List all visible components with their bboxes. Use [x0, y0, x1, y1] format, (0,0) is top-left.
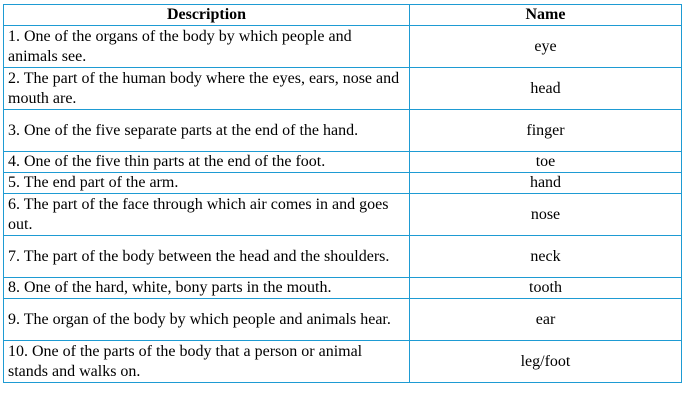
vocabulary-table [3, 4, 682, 383]
table-row [4, 341, 682, 383]
description-cell: 8. One of the hard, white, bony parts in the mouth. [4, 278, 410, 299]
table-row [4, 110, 682, 152]
description-cell: 5. The end part of the arm. [4, 173, 410, 194]
description-cell: 3. One of the five separate parts at the end of the hand. [4, 110, 410, 152]
description-cell: 10. One of the parts of the body that a person or animal stands and walks on. [4, 341, 410, 383]
name-cell: leg/foot [410, 341, 682, 383]
description-cell: 4. One of the five thin parts at the end of the foot. [4, 152, 410, 173]
table-row [4, 152, 682, 173]
description-cell: 1. One of the organs of the body by which people and animals see. [4, 26, 410, 68]
description-cell: 7. The part of the body between the head and the shoulders. [4, 236, 410, 278]
name-cell: tooth [410, 278, 682, 299]
table-row [4, 26, 682, 68]
table-row [4, 194, 682, 236]
name-cell: neck [410, 236, 682, 278]
name-cell: hand [410, 173, 682, 194]
name-cell: nose [410, 194, 682, 236]
description-cell: 2. The part of the human body where the eyes, ears, nose and mouth are. [4, 68, 410, 110]
table-row [4, 236, 682, 278]
table-row [4, 299, 682, 341]
table-row [4, 173, 682, 194]
name-cell: finger [410, 110, 682, 152]
name-cell: toe [410, 152, 682, 173]
header-row [4, 5, 682, 26]
table-row [4, 68, 682, 110]
name-cell: eye [410, 26, 682, 68]
name-column-header: Name [410, 5, 682, 26]
table-row [4, 278, 682, 299]
description-column-header: Description [4, 5, 410, 26]
name-cell: head [410, 68, 682, 110]
description-cell: 6. The part of the face through which air comes in and goes out. [4, 194, 410, 236]
description-cell: 9. The organ of the body by which people and animals hear. [4, 299, 410, 341]
name-cell: ear [410, 299, 682, 341]
